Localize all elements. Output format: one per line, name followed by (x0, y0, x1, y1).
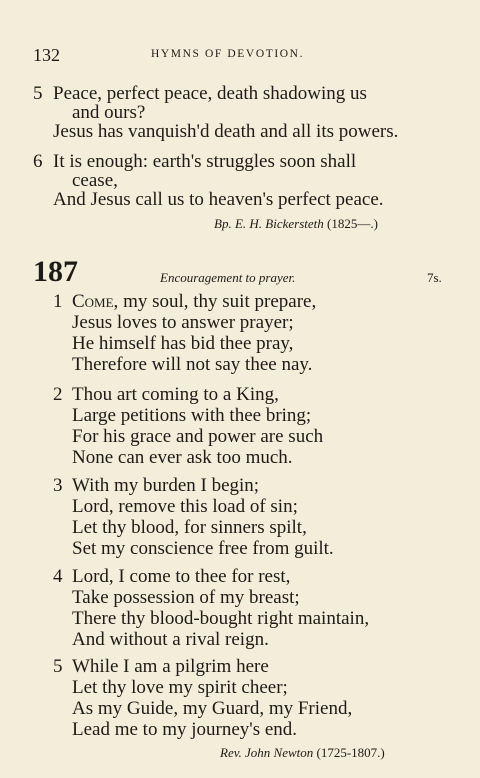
hymn-title: Encouragement to prayer. (160, 270, 296, 285)
verse-line: cease, (72, 170, 118, 191)
verse-line: Take possession of my breast; (72, 587, 300, 608)
stanza-number: 1 (53, 291, 63, 312)
verse-line: It is enough: earth's struggles soon shall (53, 151, 357, 172)
verse-line: And Jesus call us to heaven's perfect peace. (53, 189, 384, 210)
verse-line: And without a rival reign. (72, 629, 269, 650)
hymn-number: 187 (33, 255, 78, 288)
page-header (33, 45, 447, 65)
stanza-number: 3 (53, 475, 63, 496)
verse-line: There thy blood-bought right maintain, (72, 608, 370, 629)
verse-line: Let thy blood, for sinners spilt, (72, 517, 307, 538)
verse-line: Set my conscience free from guilt. (72, 538, 334, 559)
verse-line: Large petitions with thee bring; (72, 405, 312, 426)
author-name: Bp. E. H. Bickersteth (214, 216, 324, 231)
verse-line: Jesus loves to answer prayer; (72, 312, 294, 333)
verse-line: Thou art coming to a King, (72, 384, 279, 405)
verse-line: While I am a pilgrim here (72, 656, 269, 677)
first-word: Come, (72, 291, 119, 312)
running-title: HYMNS OF DEVOTION. (151, 48, 305, 60)
verse-line: and ours? (72, 102, 146, 123)
author-dates: (1825—.) (327, 216, 378, 231)
author-attribution (214, 216, 378, 232)
verse-line: Lord, remove this load of sin; (72, 496, 298, 517)
stanza-number: 2 (53, 384, 63, 405)
verse-line: Lead me to my journey's end. (72, 719, 298, 740)
verse-line: Come, my soul, thy suit prepare, (72, 291, 317, 312)
verse-line: Peace, perfect peace, death shadowing us (53, 83, 367, 104)
verse-line: Let thy love my spirit cheer; (72, 677, 288, 698)
verse-line: For his grace and power are such (72, 426, 324, 447)
stanza-number: 5 (53, 656, 63, 677)
author-attribution (220, 745, 385, 761)
hymn-meter: 7s. (427, 270, 442, 285)
verse-line: As my Guide, my Guard, my Friend, (72, 698, 353, 719)
verse-line: Jesus has vanquish'd death and all its powers. (53, 121, 399, 142)
verse-line: None can ever ask too much. (72, 447, 293, 468)
verse-line: Lord, I come to thee for rest, (72, 566, 291, 587)
verse-line: He himself has bid thee pray, (72, 333, 294, 354)
author-dates: (1725-1807.) (316, 745, 385, 760)
page-number: 132 (33, 45, 60, 65)
stanza-number: 5 (33, 83, 43, 104)
verse-line: With my burden I begin; (72, 475, 260, 496)
stanza-number: 6 (33, 151, 43, 172)
verse-line: Therefore will not say thee nay. (72, 354, 313, 375)
stanza-number: 4 (53, 566, 63, 587)
author-name: Rev. John Newton (220, 745, 314, 760)
